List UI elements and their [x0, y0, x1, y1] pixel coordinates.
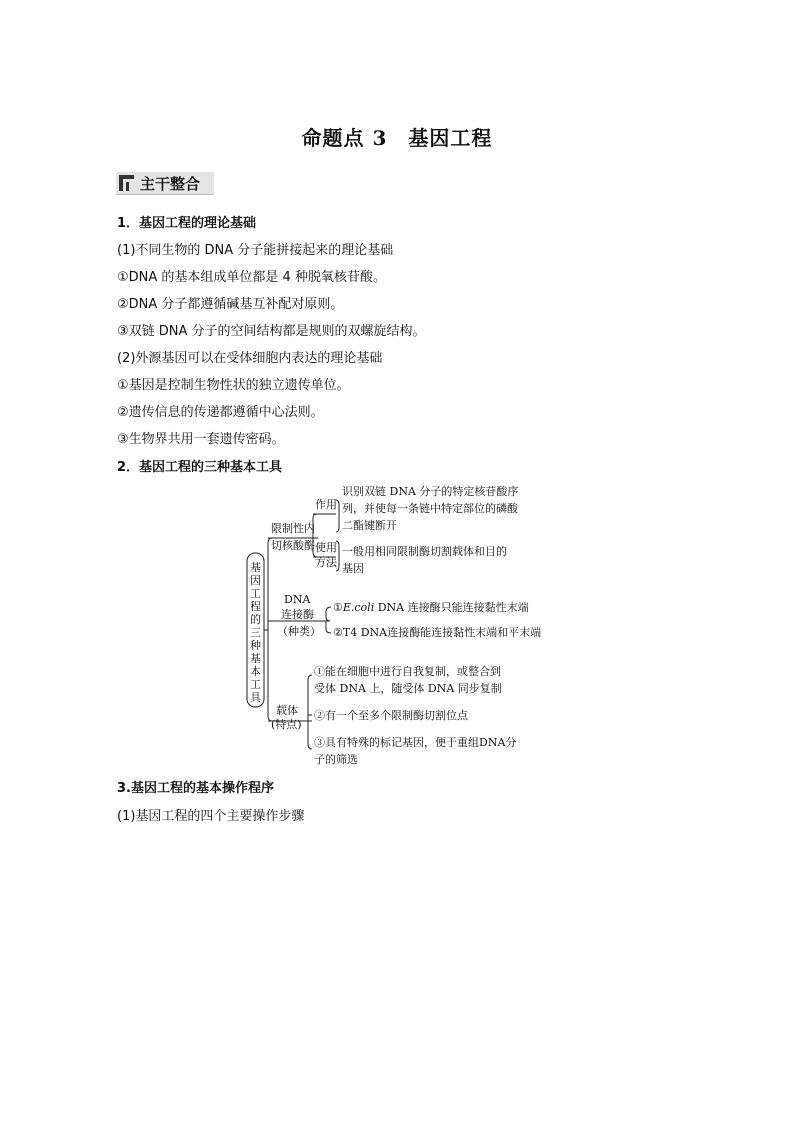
paragraph: ②DNA 分子都遵循碱基互补配对原则。: [117, 297, 344, 312]
heading-three-tools: 2．基因工程的三种基本工具: [117, 460, 283, 475]
page-title: 命题点 3 基因工程: [301, 126, 493, 150]
ligase-item-italic: E.coli: [342, 601, 375, 614]
mindmap-root-char: 基: [250, 561, 261, 574]
enzyme-role-text: 二酯键断开: [342, 519, 397, 532]
ligase-item-prefix: ①: [333, 601, 343, 614]
mindmap-root-char: 工: [250, 678, 261, 691]
vector-item: ①能在细胞中进行自我复制，或整合到: [314, 665, 501, 678]
ligase-item-rest: DNA 连接酶只能连接黏性末端: [374, 601, 529, 614]
enzyme-use-text: 一般用相同限制酶切割载体和目的: [342, 545, 507, 558]
heading-theory-basis: 1．基因工程的理论基础: [117, 216, 257, 231]
paragraph: (2)外源基因可以在受体细胞内表达的理论基础: [117, 351, 383, 366]
ligase-brace: [326, 607, 331, 633]
vector-item: 受体 DNA 上，随受体 DNA 同步复制: [314, 682, 502, 695]
ligase-label: DNA: [284, 593, 311, 606]
mindmap-root-char: 三: [250, 626, 261, 639]
paragraph: (1)不同生物的 DNA 分子能拼接起来的理论基础: [117, 243, 394, 258]
heading-procedure: 3.基因工程的基本操作程序: [117, 781, 274, 796]
enzyme-role-text: 列，并使每一条链中特定部位的磷酸: [342, 502, 518, 515]
mindmap-root-char: 工: [250, 587, 261, 600]
enzyme-label: 切核酸酶: [271, 539, 315, 552]
mindmap-root-char: 基: [250, 652, 261, 665]
ligase-item: [333, 600, 529, 614]
vector-item: ②有一个至多个限制酶切割位点: [314, 709, 468, 722]
enzyme-use-label: 使用: [315, 541, 337, 554]
vector-label: 载体: [276, 704, 298, 717]
paragraph: ③双链 DNA 分子的空间结构都是规则的双螺旋结构。: [117, 324, 426, 339]
paragraph: ①DNA 的基本组成单位都是 4 种脱氧核苷酸。: [117, 270, 386, 285]
paragraph: ①基因是控制生物性状的独立遗传单位。: [117, 378, 350, 393]
ligase-label: 连接酶: [281, 608, 314, 621]
paragraph: (1)基因工程的四个主要操作步骤: [117, 809, 305, 824]
enzyme-role-text: 识别双链 DNA 分子的特定核苷酸序: [342, 485, 519, 498]
vector-item: 子的筛选: [314, 753, 358, 766]
ligase-item: ②T4 DNA连接酶能连接黏性末端和平末端: [333, 626, 542, 639]
vector-item: ③具有特殊的标记基因，便于重组DNA分: [314, 736, 517, 749]
mindmap-root-char: 因: [250, 574, 261, 587]
enzyme-role-label: 作用: [315, 498, 337, 511]
paragraph: ②遗传信息的传递都遵循中心法则。: [117, 405, 324, 420]
mindmap-root-char: 种: [250, 639, 261, 652]
section-badge-label: 主干整合: [140, 175, 201, 193]
mindmap-root-char: 本: [250, 665, 261, 678]
enzyme-use-label: 方法: [315, 556, 337, 569]
paragraph: ③生物界共用一套遗传密码。: [117, 432, 285, 447]
vector-brace: [303, 675, 312, 749]
enzyme-label: 限制性内: [271, 522, 315, 535]
vector-label: (特点): [271, 718, 302, 731]
mindmap-root-char: 的: [250, 613, 261, 626]
mindmap-root-char: 程: [250, 600, 261, 613]
mindmap-root-char: 具: [250, 691, 261, 704]
ligase-label: （种类）: [277, 625, 321, 638]
enzyme-use-text: 基因: [342, 562, 364, 575]
